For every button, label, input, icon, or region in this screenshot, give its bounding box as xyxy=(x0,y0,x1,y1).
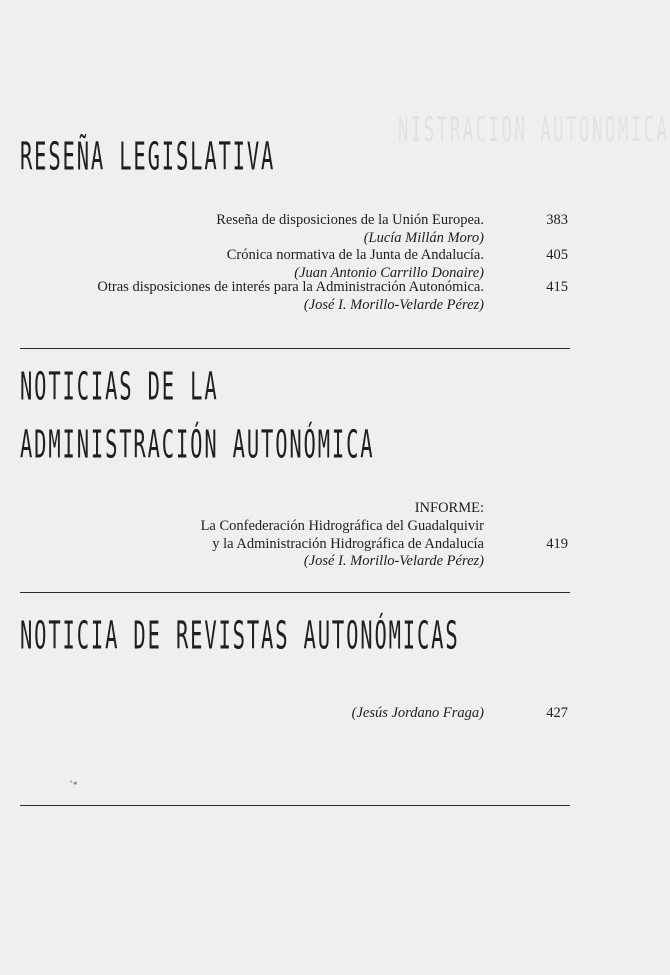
entry-title-line1: La Confederación Hidrográfica del Guadalquivir xyxy=(200,518,484,534)
toc-entry-union-europea[interactable] xyxy=(0,210,600,230)
toc-entry-label xyxy=(0,498,600,518)
entry-page: 427 xyxy=(546,705,568,721)
entry-author: (José I. Morillo-Velarde Pérez) xyxy=(303,553,484,569)
toc-entry-author xyxy=(0,295,600,315)
section-heading-noticias-line2: ADMINISTRACIÓN AUTONÓMICA xyxy=(20,421,375,467)
entry-author: (Juan Antonio Carrillo Donaire) xyxy=(294,265,484,281)
entry-author: (José I. Morillo-Velarde Pérez) xyxy=(303,297,484,313)
entry-page: 419 xyxy=(546,536,568,552)
toc-entry-revistas[interactable] xyxy=(0,703,600,723)
toc-entry-confederacion[interactable] xyxy=(0,516,600,536)
entry-label: INFORME: xyxy=(414,500,484,516)
entry-title: Otras disposiciones de interés para la Administración Autonómica. xyxy=(97,279,484,295)
page-bottom-rule xyxy=(20,805,570,806)
entry-page: 415 xyxy=(546,279,568,295)
section-heading-noticias-line1: NOTICIAS DE LA xyxy=(20,363,219,409)
toc-entry-author xyxy=(0,551,600,571)
entry-title: Reseña de disposiciones de la Unión Europea. xyxy=(216,212,484,228)
footer-mark: ﾟ* xyxy=(68,780,78,790)
section-divider xyxy=(20,348,570,349)
entry-author: (Jesús Jordano Fraga) xyxy=(351,705,484,721)
entry-page: 383 xyxy=(546,212,568,228)
section-heading-resena-legislativa: RESEÑA LEGISLATIVA xyxy=(20,133,276,179)
section-divider xyxy=(20,592,570,593)
toc-entry-otras-disposiciones[interactable] xyxy=(0,277,600,297)
entry-author: (Lucía Millán Moro) xyxy=(363,230,484,246)
bleed-through-text: NISTRACION AUTONOMICA xyxy=(398,110,670,150)
entry-title: Crónica normativa de la Junta de Andalucía. xyxy=(226,247,484,263)
section-heading-revistas: NOTICIA DE REVISTAS AUTONÓMICAS xyxy=(20,612,460,658)
toc-entry-junta-andalucia[interactable] xyxy=(0,245,600,265)
entry-page: 405 xyxy=(546,247,568,263)
entry-title-line2: y la Administración Hidrográfica de Andalucía xyxy=(212,536,484,552)
